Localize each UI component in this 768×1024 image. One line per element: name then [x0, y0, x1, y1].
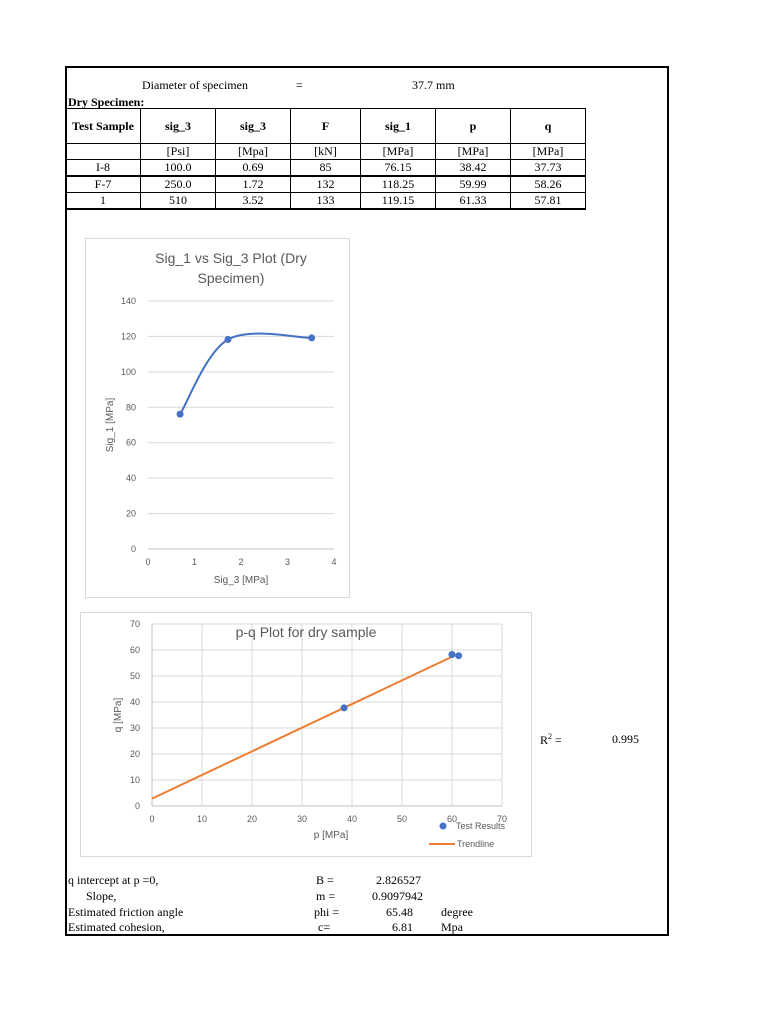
table-cell: 119.15	[361, 193, 436, 210]
footer-label: Estimated friction angle	[68, 905, 184, 919]
footer-value: 6.81	[392, 920, 413, 934]
unit-cell: [MPa]	[361, 144, 436, 160]
footer-unit: degree	[441, 905, 473, 919]
footer-sym: c=	[318, 920, 331, 934]
footer-friction	[68, 905, 183, 920]
diameter-label: Diameter of specimen	[142, 78, 248, 92]
table-row	[66, 176, 586, 193]
x-tick-label: 4	[331, 557, 337, 567]
table-units-row	[66, 144, 586, 160]
legend-label: Test Results	[456, 821, 506, 831]
footer-cohesion	[68, 920, 165, 935]
col-header: Test Sample	[66, 109, 141, 144]
y-tick-label: 40	[125, 473, 136, 484]
table-cell: 58.26	[511, 176, 586, 193]
r2-letter: R	[540, 733, 549, 747]
y-tick-label: 60	[129, 645, 140, 655]
y-tick-label: 20	[125, 508, 136, 519]
y-axis-label: q [MPa]	[113, 697, 124, 733]
table-cell: 250.0	[141, 176, 216, 193]
x-tick-label: 40	[346, 814, 358, 824]
unit-cell: [Psi]	[141, 144, 216, 160]
table-row	[66, 193, 586, 210]
table-cell: 510	[141, 193, 216, 210]
r2-label	[540, 732, 562, 748]
table-cell: 59.99	[436, 176, 511, 193]
footer-label: Slope,	[86, 889, 117, 903]
data-point	[448, 651, 455, 658]
data-point	[308, 334, 315, 341]
table-cell: 76.15	[361, 160, 436, 177]
x-tick-label: 3	[284, 557, 291, 567]
y-tick-label: 20	[129, 749, 140, 759]
footer-value: 0.9097942	[372, 889, 423, 903]
table-cell: 38.42	[436, 160, 511, 177]
y-tick-label: 0	[134, 801, 140, 811]
x-tick-label: 20	[246, 814, 258, 824]
footer-value: 2.826527	[376, 873, 421, 887]
footer-sym: B =	[316, 873, 334, 887]
diameter-equals: =	[296, 78, 303, 92]
table-cell: 1	[66, 193, 141, 210]
x-tick-label: 30	[296, 814, 308, 824]
section-title: Dry Specimen:	[68, 95, 145, 109]
y-tick-label: 60	[125, 437, 136, 448]
footer-label: q intercept at p =0,	[68, 873, 159, 887]
footer-sym: phi =	[314, 905, 340, 919]
table-header-row	[66, 109, 586, 144]
data-point	[455, 652, 462, 659]
y-tick-label: 140	[120, 296, 136, 306]
y-tick-label: 120	[120, 331, 136, 342]
x-tick-label: 70	[496, 814, 508, 824]
y-tick-label: 10	[129, 775, 140, 785]
unit-cell: [MPa]	[436, 144, 511, 160]
y-tick-label: 100	[120, 366, 136, 377]
data-point	[177, 411, 184, 418]
col-header: sig_3	[141, 109, 216, 144]
y-tick-label: 80	[125, 402, 136, 413]
table-row	[66, 160, 586, 177]
table-cell: 57.81	[511, 193, 586, 210]
footer-slope	[86, 889, 116, 904]
col-header: q	[511, 109, 586, 144]
x-axis-label: Sig_3 [MPa]	[213, 575, 269, 586]
diameter-value: 37.7 mm	[412, 78, 455, 92]
chart-title: Specimen)	[197, 270, 265, 286]
unit-cell: [kN]	[291, 144, 361, 160]
x-tick-label: 1	[191, 557, 198, 567]
x-tick-label: 10	[196, 814, 208, 824]
sig1-sig3-chart-svg	[86, 239, 349, 597]
y-tick-label: 70	[129, 619, 140, 629]
legend-marker-test-results	[440, 823, 447, 830]
unit-cell	[66, 144, 141, 160]
pq-chart[interactable]	[80, 612, 532, 857]
x-tick-label: 0	[145, 557, 151, 567]
footer-sym: m =	[316, 889, 336, 903]
x-axis-label: p [MPa]	[313, 830, 349, 841]
chart-title: p-q Plot for dry sample	[235, 624, 377, 640]
footer-value: 65.48	[386, 905, 413, 919]
x-tick-label: 0	[149, 814, 155, 824]
r2-value: 0.995	[612, 732, 639, 746]
x-tick-label: 60	[446, 814, 458, 824]
table-cell: 0.69	[216, 160, 291, 177]
data-point	[341, 704, 348, 711]
y-tick-label: 0	[130, 544, 136, 554]
unit-cell: [MPa]	[511, 144, 586, 160]
footer-unit: Mpa	[441, 920, 463, 934]
legend-label: Trendline	[457, 839, 495, 849]
chart-title: Sig_1 vs Sig_3 Plot (Dry	[155, 250, 307, 266]
r2-eq: =	[552, 733, 562, 747]
footer-label: Estimated cohesion,	[68, 920, 165, 934]
unit-cell: [Mpa]	[216, 144, 291, 160]
y-tick-label: 30	[129, 723, 140, 733]
table-cell: I-8	[66, 160, 141, 177]
table-cell: F-7	[66, 176, 141, 193]
table-cell: 3.52	[216, 193, 291, 210]
footer-intercept	[68, 873, 158, 888]
col-header: p	[436, 109, 511, 144]
col-header: F	[291, 109, 361, 144]
x-tick-label: 50	[396, 814, 408, 824]
r2-sup: 2	[548, 732, 553, 741]
table-cell: 61.33	[436, 193, 511, 210]
col-header: sig_1	[361, 109, 436, 144]
table-cell: 133	[291, 193, 361, 210]
table-cell: 132	[291, 176, 361, 193]
series-line	[180, 334, 312, 415]
col-header: sig_3	[216, 109, 291, 144]
x-tick-label: 2	[238, 557, 244, 567]
table-cell: 118.25	[361, 176, 436, 193]
data-point	[224, 336, 231, 343]
table-cell: 37.73	[511, 160, 586, 177]
table-cell: 100.0	[141, 160, 216, 177]
table-cell: 85	[291, 160, 361, 177]
y-axis-label: Sig_1 [MPa]	[105, 397, 116, 453]
y-tick-label: 50	[129, 671, 140, 681]
pq-chart-svg	[81, 613, 531, 856]
y-tick-label: 40	[129, 697, 140, 707]
results-table	[65, 108, 586, 210]
sig1-sig3-chart[interactable]	[85, 238, 350, 598]
table-cell: 1.72	[216, 176, 291, 193]
